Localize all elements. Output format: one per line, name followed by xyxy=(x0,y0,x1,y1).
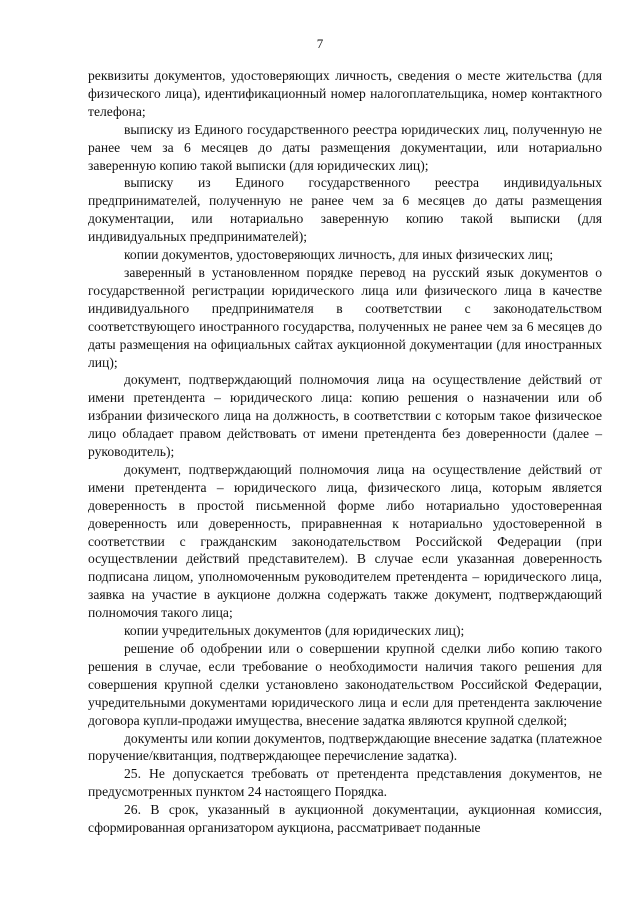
paragraph-head-authority: документ, подтверждающий полномочия лица на осуществление действий от имени претендента – юридического лица: копию решения о назначении или об избрании физического лица на должность, в соответствии с которым такое физическое лицо обладает правом действовать от имени претендента без доверенности (далее – руководитель); xyxy=(88,372,602,460)
paragraph-entrepreneurs-extract: выписку из Единого государственного реестра индивидуальных предпринимателей, полученную не ранее чем за 6 месяцев до даты размещения документации, или нотариально заверенную копию такой выписки (для индивидуальных предпринимателей); xyxy=(88,175,602,245)
document-body xyxy=(88,67,602,837)
paragraph-major-transaction: решение об одобрении или о совершении крупной сделки либо копию такого решения в случае, если требование о необходимости наличия такого решения для совершения крупной сделки установлено законодательством Российской Федерации, учредительными документами юридического лица и если для претендента заключение договора купли-продажи имущества, внесение задатка являются крупной сделкой; xyxy=(88,641,602,728)
paragraph-foreign-translation: заверенный в установленном порядке перевод на русский язык документов о государственной регистрации юридического лица или физического лица в качестве индивидуального предпринимателя в соответствии с законодательством соответствующего иностранного государства, полученных не ранее чем за 6 месяцев до даты размещения на официальных сайтах аукционной документации (для иностранных лиц); xyxy=(88,264,602,370)
paragraph-legal-entities-extract: выписку из Единого государственного реестра юридических лиц, полученную не ранее чем за 6 месяцев до даты размещения документации, или нотариально заверенную копию такой выписки (для юридических лиц); xyxy=(88,121,602,173)
paragraph-power-of-attorney: документ, подтверждающий полномочия лица на осуществление действий от имени претендента – юридического лица, физического лица, которым является доверенность в простой письменной форме либо нотариально удостоверенная доверенность или доверенность, приравненная к нотариально удостоверенной в соответствии с гражданским законодательством Российской Федерации (при осуществлении действий представителем). В случае если указанная доверенность подписана лицом, уполномоченным руководителем претендента – юридического лица, заявка на участие в аукционе должна содержать также документ, подтверждающий полномочия такого лица; xyxy=(88,461,602,621)
paragraph-founding-documents: копии учредительных документов (для юридических лиц); xyxy=(124,623,465,639)
paragraph-clause-26: 26. В срок, указанный в аукционной документации, аукционная комиссия, сформированная организатором аукциона, рассматривает поданные xyxy=(88,802,602,836)
page-number: 7 xyxy=(316,36,324,51)
paragraph-applicant-details: реквизиты документов, удостоверяющих личность, сведения о месте жительства (для физического лица), идентификационный номер налогоплательщика, номер контактного телефона; xyxy=(88,68,602,119)
paragraph-deposit-documents: документы или копии документов, подтверждающие внесение задатка (платежное поручение/квитанция, подтверждающее перечисление задатка). xyxy=(88,730,602,764)
paragraph-clause-25: 25. Не допускается требовать от претендента представления документов, не предусмотренных пунктом 24 настоящего Порядка. xyxy=(88,766,602,800)
paragraph-identity-copies: копии документов, удостоверяющих личность, для иных физических лиц; xyxy=(124,247,554,263)
